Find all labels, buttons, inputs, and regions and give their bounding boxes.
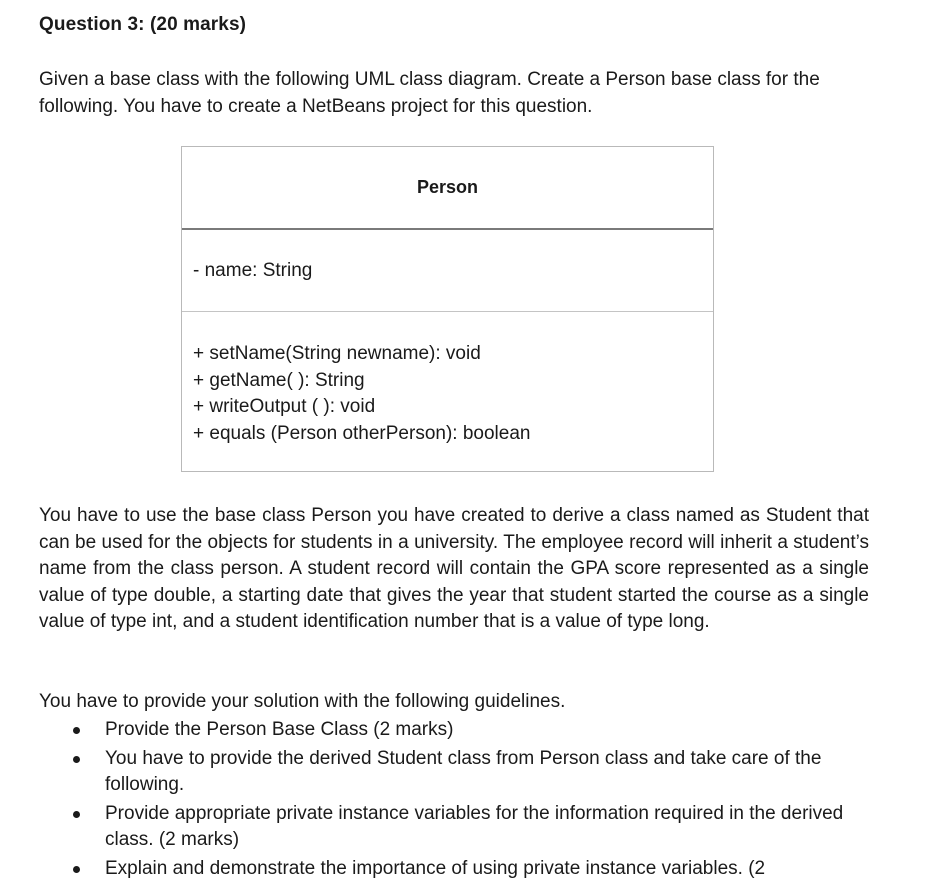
uml-methods-section [182, 312, 713, 447]
uml-attribute: - name: String [193, 259, 313, 281]
list-item [39, 801, 869, 854]
bullet-icon [73, 756, 80, 763]
list-item-text: Explain and demonstrate the importance of using private instance variables. (2 [105, 857, 766, 879]
question-heading: Question 3: (20 marks) [39, 14, 247, 35]
uml-class-name: Person [182, 147, 713, 230]
uml-method: + writeOutput ( ): void [193, 396, 376, 417]
bullet-icon [73, 727, 80, 734]
list-item [39, 856, 869, 883]
bullet-icon [73, 866, 80, 873]
list-item-text: Provide the Person Base Class (2 marks) [105, 719, 454, 740]
uml-method: + setName(String newname): void [193, 343, 481, 364]
guidelines-list [39, 717, 869, 884]
list-item [39, 717, 869, 744]
guidelines-intro: You have to provide your solution with the following guidelines. [39, 691, 566, 712]
uml-attributes-section [182, 230, 713, 312]
bullet-icon [73, 811, 80, 818]
uml-class-diagram [181, 146, 714, 472]
uml-method: + equals (Person otherPerson): boolean [193, 422, 531, 444]
list-item [39, 746, 869, 799]
body-paragraph: You have to use the base class Person you have created to derive a class named as Student that can be used for the objects for students in a university. The employee record will inherit a student’s name from the class person. A student record will contain the GPA score represented as a single value of type double, a starting date that gives the year that student started the course as a single value of type int, and a student identification number that is a value of type long. [39, 505, 869, 632]
list-item-text: You have to provide the derived Student class from Person class and take care of the following. [105, 747, 822, 795]
uml-method: + getName( ): String [193, 369, 365, 391]
list-item-text: Provide appropriate private instance variables for the information required in the derived class. (2 marks) [105, 802, 844, 850]
intro-paragraph: Given a base class with the following UML class diagram. Create a Person base class for the following. You have to create a NetBeans project for this question. [39, 69, 820, 117]
